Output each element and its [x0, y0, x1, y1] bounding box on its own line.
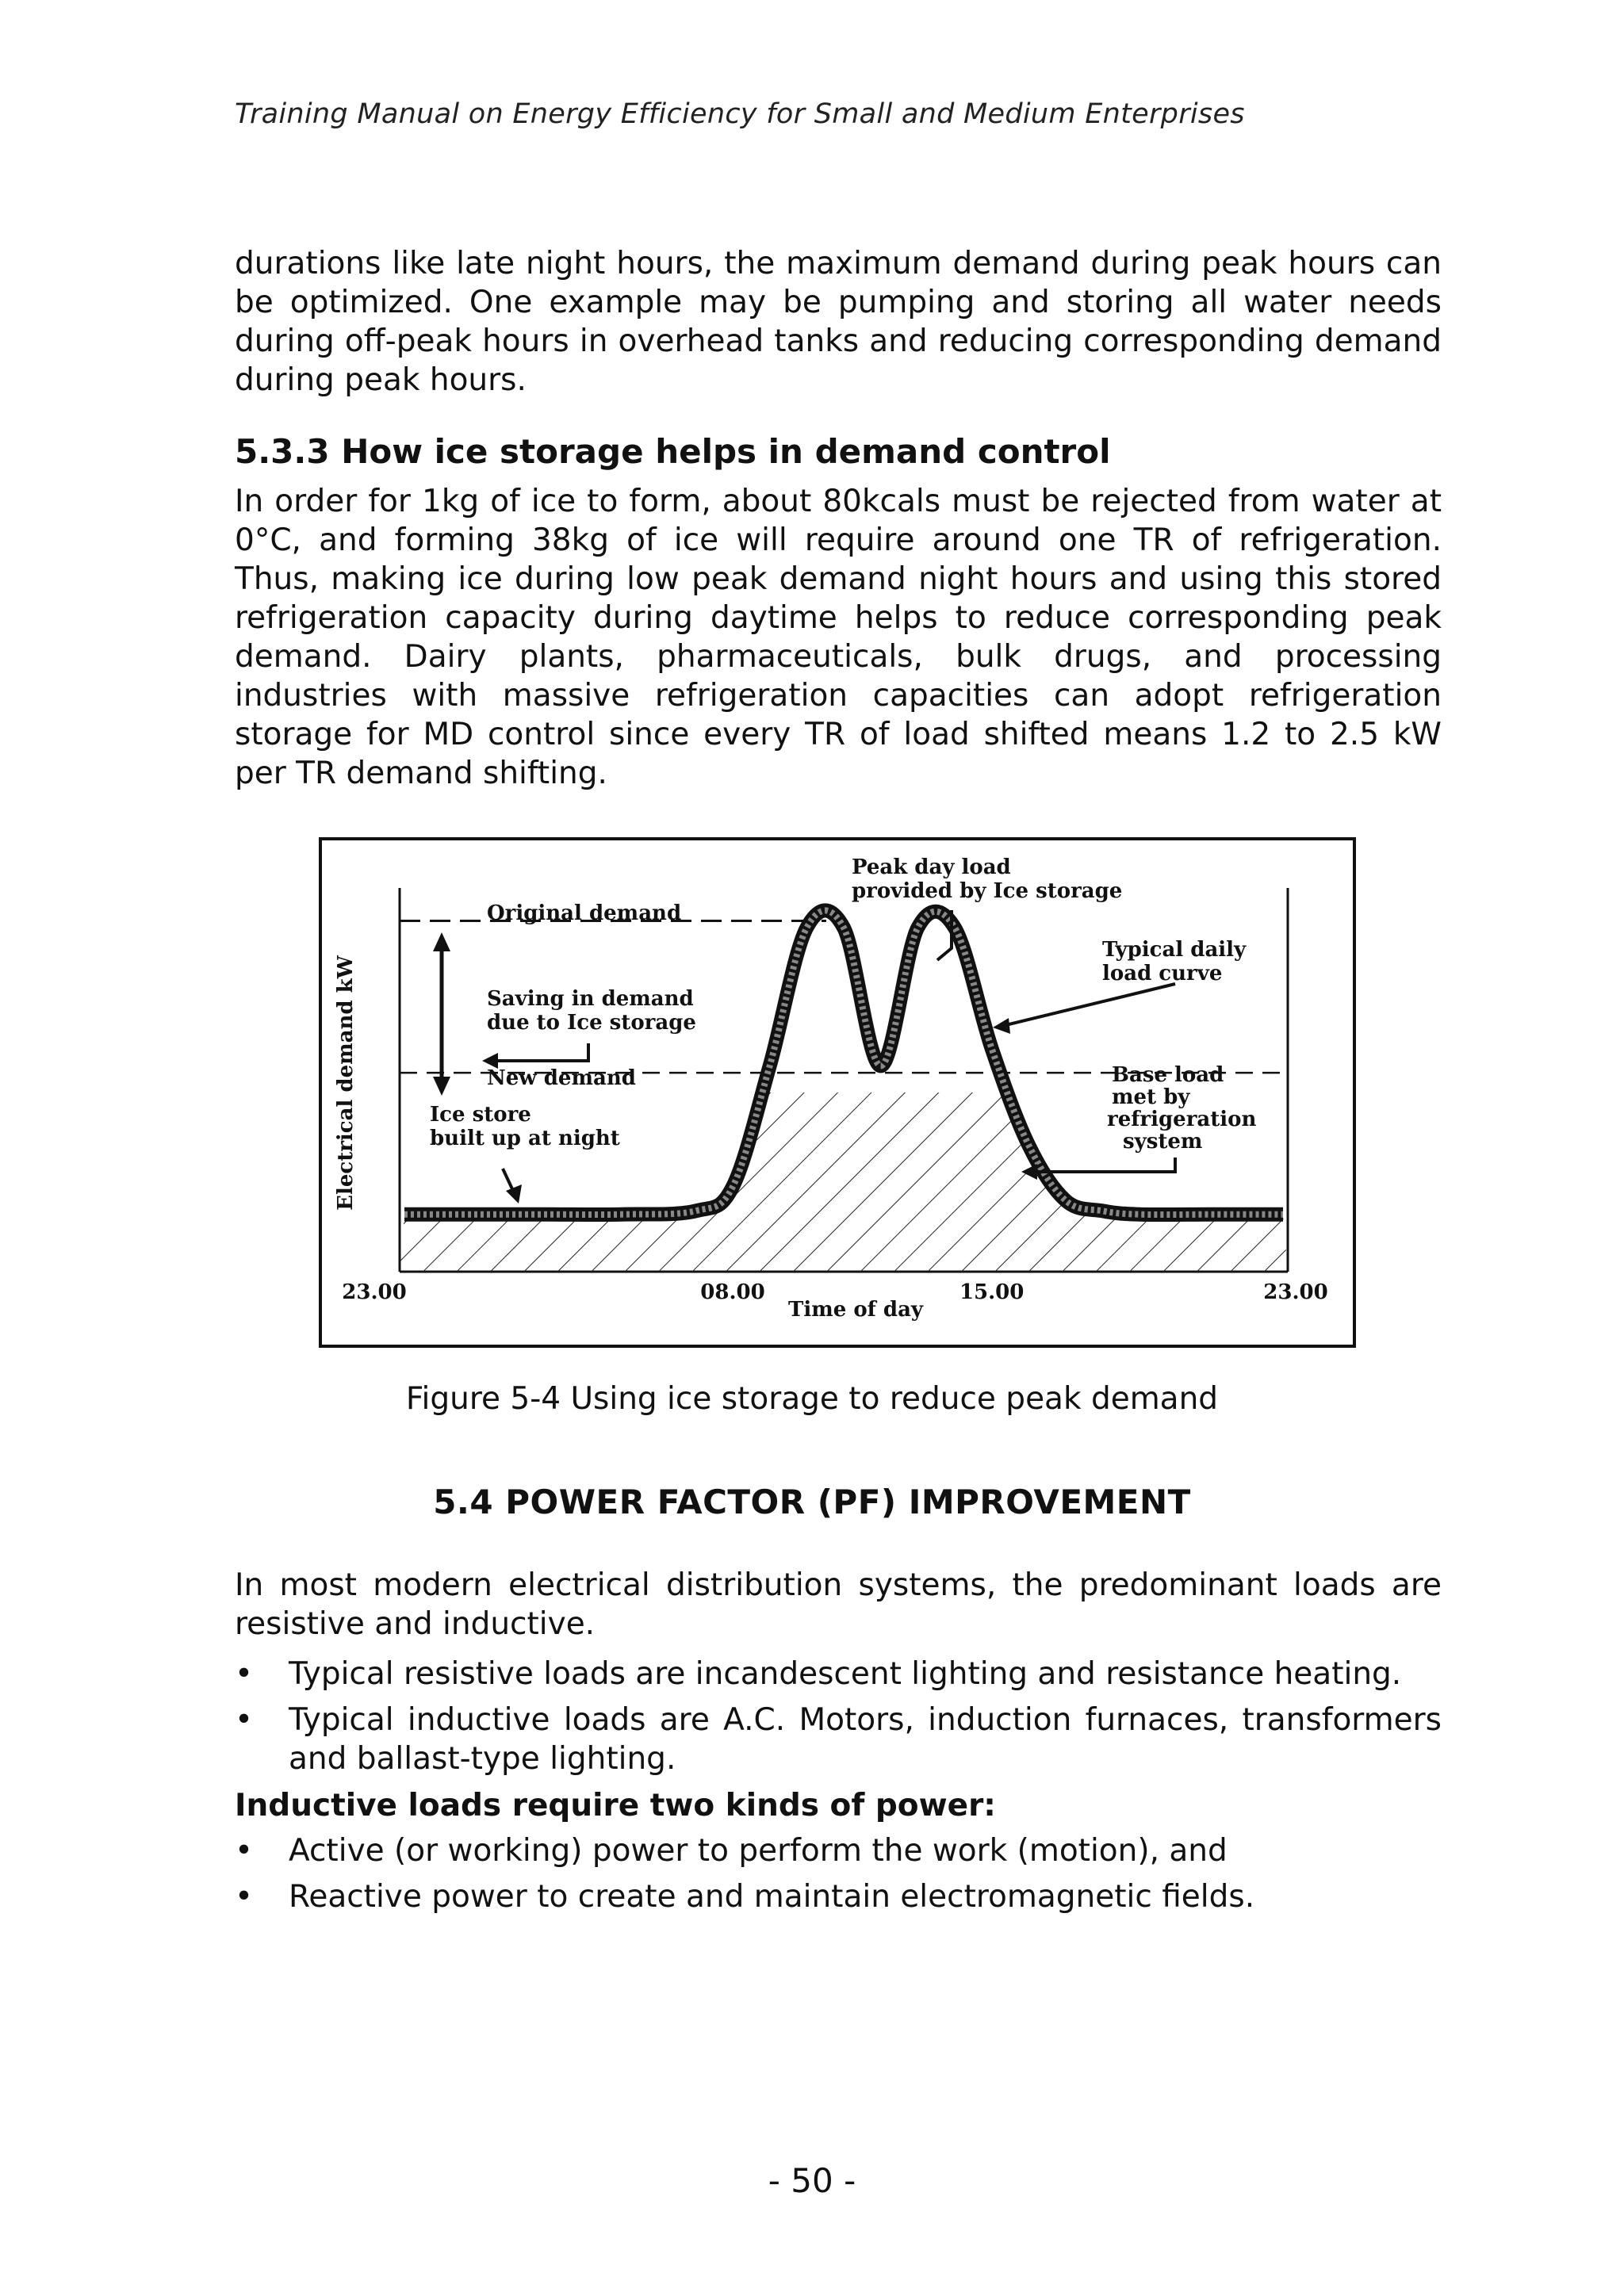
- ice-storage-chart: [319, 837, 1356, 1348]
- label-original-demand: Original demand: [487, 901, 682, 925]
- bullet-icon: •: [235, 1879, 254, 1915]
- label-met-by: met by: [1112, 1085, 1190, 1109]
- bullet-text: Reactive power to create and maintain electromagnetic fields.: [289, 1879, 1255, 1915]
- label-system: system: [1123, 1130, 1203, 1154]
- y-axis-label: Electrical demand kW: [334, 955, 358, 1211]
- label-new-demand: New demand: [487, 1066, 636, 1090]
- label-base-load: Base load: [1112, 1063, 1224, 1087]
- x-tick-label: 23.00: [1263, 1280, 1328, 1304]
- section-54-title: 5.4 POWER FACTOR (PF) IMPROVEMENT: [433, 1483, 1191, 1521]
- section-533-title: 5.3.3 How ice storage helps in demand control: [235, 432, 1111, 471]
- list-item: [235, 1831, 1442, 1870]
- ice-storage-figure: [319, 837, 1356, 1348]
- bullet-icon: •: [235, 1702, 254, 1738]
- page-number: - 50 -: [768, 2161, 856, 2200]
- label-due-ice-storage: due to Ice storage: [487, 1011, 696, 1035]
- x-tick-label: 15.00: [959, 1280, 1025, 1304]
- bullet-text: Typical resistive loads are incandescent lighting and resistance heating.: [289, 1656, 1402, 1692]
- label-load-curve: load curve: [1102, 962, 1223, 985]
- list-item: [235, 1877, 1442, 1916]
- x-tick-label: 23.00: [342, 1280, 407, 1304]
- section-533-paragraph: In order for 1kg of ice to form, about 80kcals must be rejected from water at 0°C, and forming 38kg of ice will require around one TR of refrigeration. Thus, making ice during low peak demand night hours and using this stored refrigeration capacity during daytime helps to reduce corresponding peak demand. Dairy plants, pharmaceuticals, bulk drugs, and processing industries with massive refrigeration capacities can adopt refrigeration storage for MD control since every TR of load shifted means 1.2 to 2.5 kW per TR demand shifting.: [235, 484, 1442, 791]
- list-item: [235, 1655, 1442, 1693]
- label-built-up-night: built up at night: [430, 1127, 620, 1150]
- running-header: Training Manual on Energy Efficiency for Small and Medium Enterprises: [235, 98, 1245, 130]
- label-provided-by-ice: provided by Ice storage: [852, 879, 1123, 903]
- section-54-paragraph: In most modern electrical distribution systems, the predominant loads are resistive and inductive.: [235, 1567, 1442, 1642]
- figure-caption: Figure 5-4 Using ice storage to reduce peak demand: [405, 1381, 1219, 1417]
- x-tick-label: 08.00: [700, 1280, 765, 1304]
- bullet-text: Active (or working) power to perform the work (motion), and: [289, 1833, 1228, 1869]
- inductive-loads-subheading: Inductive loads require two kinds of power:: [235, 1788, 996, 1823]
- label-refrigeration: refrigeration: [1107, 1108, 1257, 1131]
- label-typical-daily: Typical daily: [1102, 938, 1247, 962]
- bullet-icon: •: [235, 1833, 254, 1869]
- list-item: [235, 1701, 1442, 1778]
- label-peak-day-load: Peak day load: [852, 855, 1011, 879]
- bullet-text: Typical inductive loads are A.C. Motors, induction furnaces, transformers and ballast-type lighting.: [289, 1702, 1442, 1777]
- label-saving-demand: Saving in demand: [487, 987, 694, 1011]
- label-ice-store: Ice store: [430, 1103, 531, 1127]
- intro-paragraph: durations like late night hours, the maximum demand during peak hours can be optimized. One example may be pumping and storing all water needs during off-peak hours in overhead tanks and reducing corresponding demand during peak hours.: [235, 246, 1442, 398]
- x-axis-label: Time of day: [788, 1298, 924, 1322]
- bullet-icon: •: [235, 1656, 254, 1692]
